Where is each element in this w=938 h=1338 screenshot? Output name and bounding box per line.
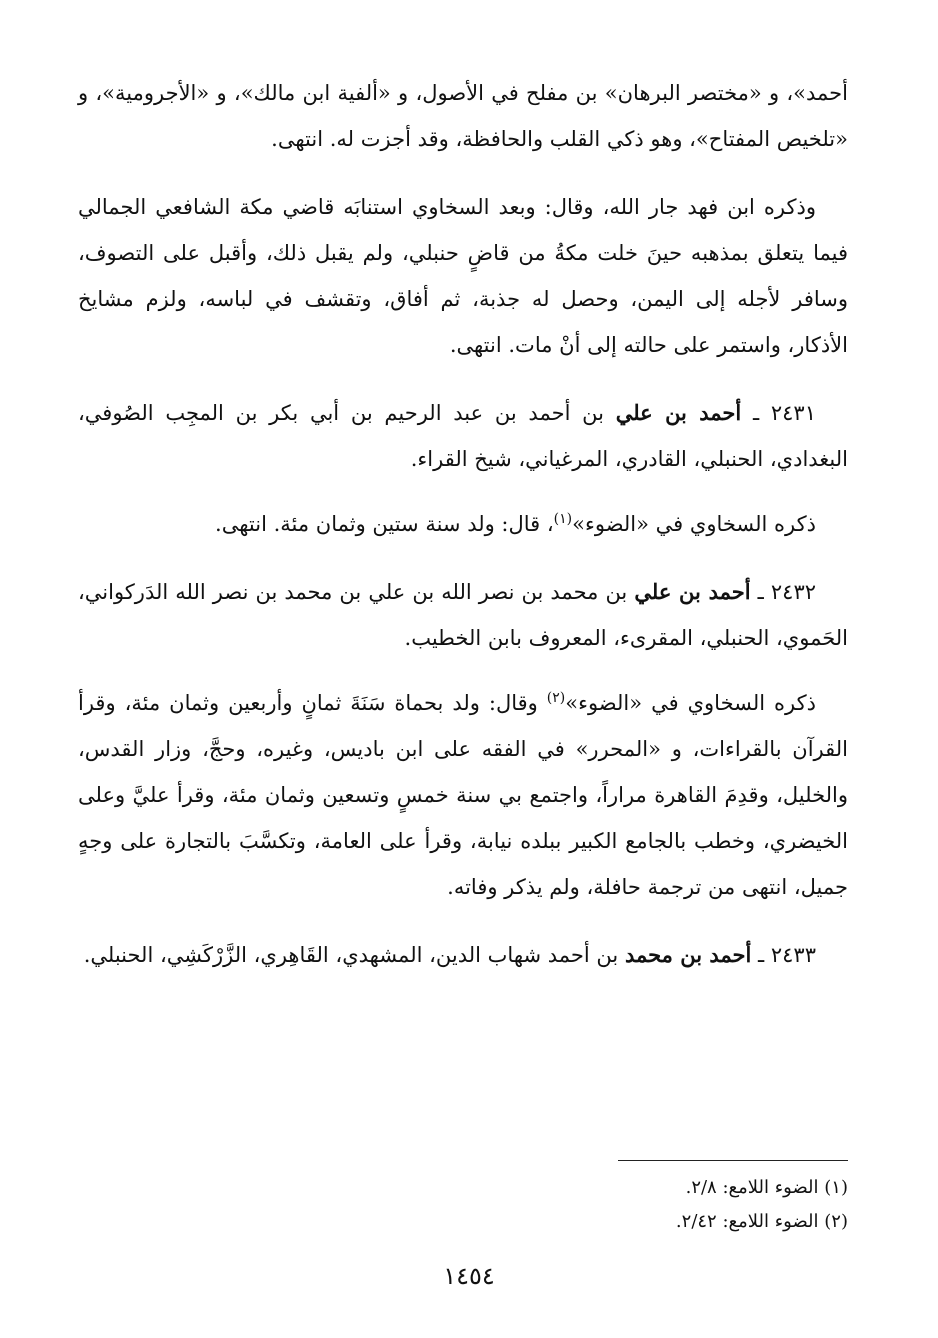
entry-number: ٢٤٣١ ـ [752, 401, 816, 425]
paragraph-text: أحمد»، و «مختصر البرهان» بن مفلح في الأصول، و «ألفية ابن مالك»، و «الأجرومية»، و «تلخيص المفتاح»، وهو ذكي القلب والحافظة، وقد أجزت له. انتهى. [78, 81, 848, 151]
entry-name: أحمد بن علي [615, 400, 742, 425]
entry-number: ٢٤٣٣ ـ [758, 943, 816, 967]
paragraph-continuation [78, 70, 848, 162]
entry-2433-heading [78, 932, 848, 978]
entry-2432-body [78, 675, 848, 910]
body-text: ذكره السخاوي في «الضوء» [572, 512, 816, 536]
entry-2431-heading [78, 390, 848, 482]
entry-2431-body [78, 496, 848, 547]
footnote-divider [618, 1160, 848, 1161]
body-text: وقال: ولد بحماة سَنَةَ ثمانٍ وأربعين وثمان مئة، وقرأ القرآن بالقراءات، و «المحرر» في الفقه على ابن باديس، وغيره، وحجَّ، وزار القدس، والخليل، وقدِمَ القاهرة مراراً، واجتمع بي سنة خمسٍ وتسعين وثمان مئة، وقرأ عليَّ وعلى الخيضري، وخطب بالجامع الكبير ببلده نيابة، وقرأ على العامة، وتكسَّبَ بالتجارة على وجهٍ جميل، انتهى من ترجمة حافلة، ولم يذكر وفاته. [78, 691, 848, 899]
body-text: ، قال: ولد سنة ستين وثمان مئة. انتهى. [215, 512, 554, 536]
entry-name: أحمد بن علي [634, 579, 751, 604]
paragraph-text: وذكره ابن فهد جار الله، وقال: وبعد السخاوي استنابَه قاضي مكة الشافعي الجمالي فيما يتعلق بمذهبه حينَ خلت مكةُ من قاضٍ حنبلي، ولم يقبل ذلك، وأقبل على التصوف، وسافر لأجله إلى اليمن، وحصل له جذبة، ثم أفاق، وتقشف في لباسه، ولزم مشايخ الأذكار، واستمر على حالته إلى أنْ مات. انتهى. [78, 195, 848, 357]
entry-lineage: بن أحمد بن عبد الرحيم بن أبي بكر بن المجِب الصُوفي، البغدادي، الحنبلي، القادري، المرغياني، شيخ القراء. [78, 401, 848, 471]
entry-lineage: بن محمد بن نصر الله بن علي بن محمد بن نصر الله الدَركواني، الحَموي، الحنبلي، المقرىء، المعروف بابن الخطيب. [78, 580, 848, 650]
footnote-ref[interactable]: (٢) [546, 690, 566, 706]
entry-lineage: بن أحمد شهاب الدين، المشهدي، القَاهِري، الزَّرْكَشِي، الحنبلي. [83, 943, 619, 967]
paragraph-ibn-fahd [78, 184, 848, 368]
body-text: ذكره السخاوي في «الضوء» [565, 691, 816, 715]
footnote-1: (١) الضوء اللامع: ٢/٨. [685, 1177, 848, 1198]
footnotes [78, 1160, 848, 1239]
page-number: ١٤٥٤ [443, 1262, 495, 1290]
entry-number: ٢٤٣٢ ـ [757, 580, 817, 604]
footnote-ref[interactable]: (١) [553, 511, 573, 527]
footnote-2: (٢) الضوء اللامع: ٢/٤٢. [675, 1211, 848, 1232]
entry-name: أحمد بن محمد [624, 942, 752, 967]
page-content [78, 70, 848, 1310]
entry-2432-heading [78, 569, 848, 661]
